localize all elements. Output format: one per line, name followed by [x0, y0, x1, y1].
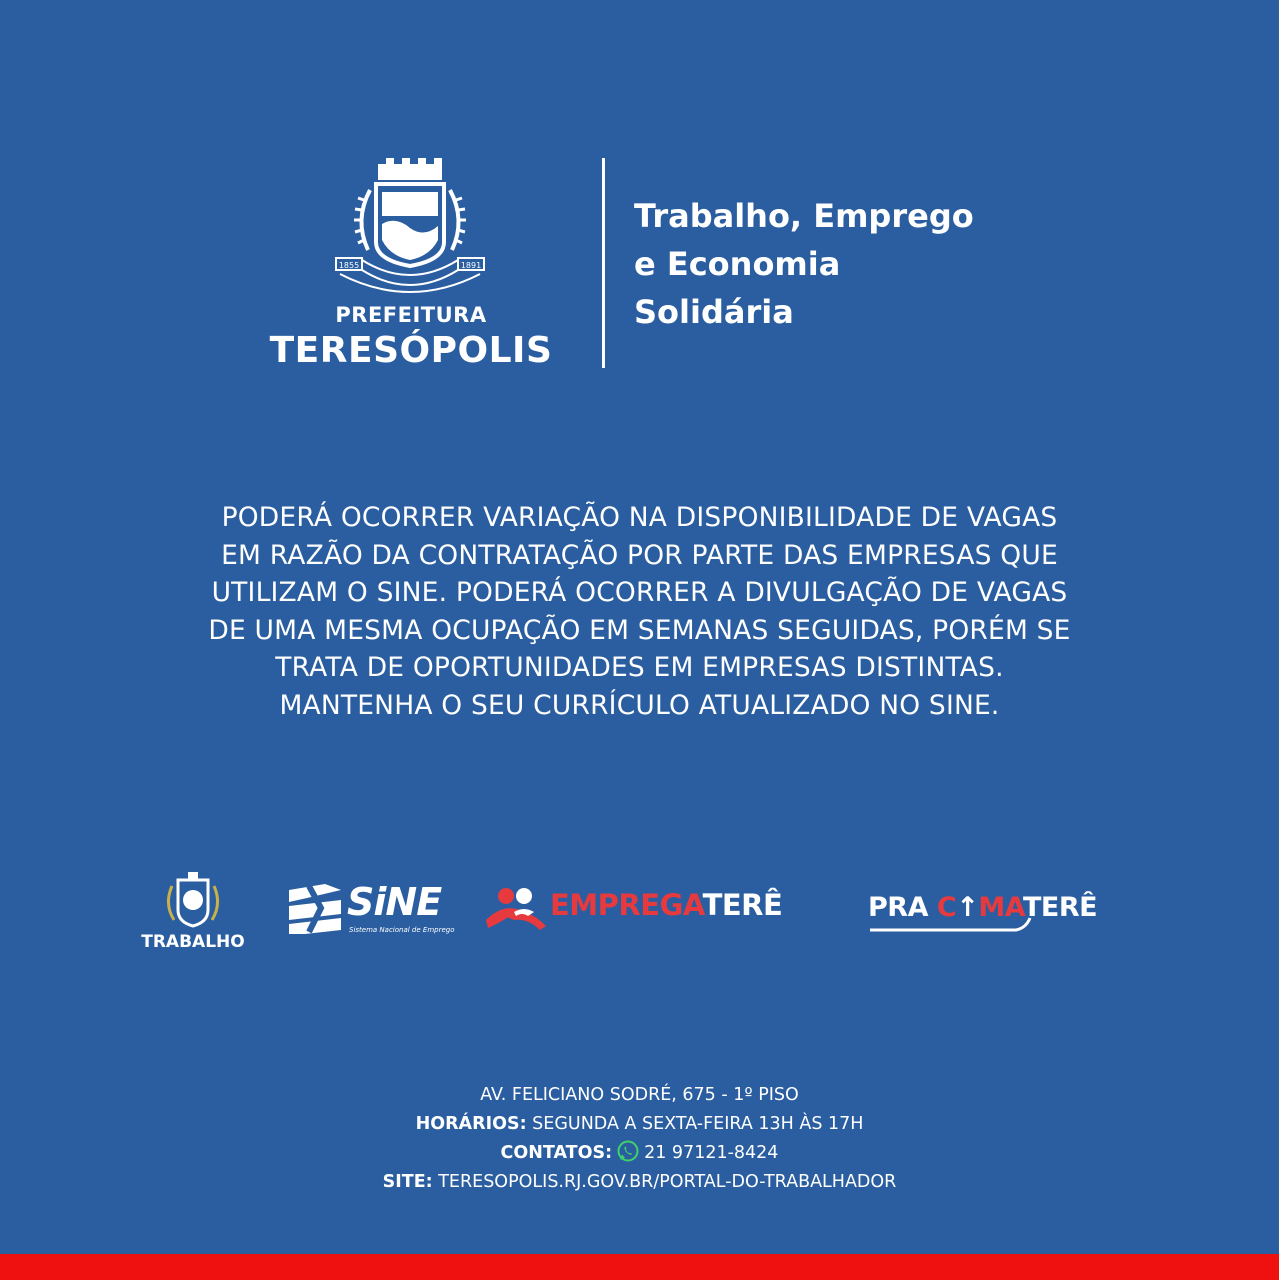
sine-mark-icon	[285, 880, 347, 936]
contacts-phone[interactable]: 21 97121-8424	[644, 1143, 779, 1163]
hours-line	[140, 1110, 1139, 1139]
secretariat-line-3: Solidária	[634, 293, 794, 331]
notice-line: PODERÁ OCORRER VARIAÇÃO NA DISPONIBILIDADE DE VAGAS	[221, 502, 1058, 533]
teresopolis-coat-of-arms	[330, 150, 490, 300]
city-name: TERESÓPOLIS	[269, 330, 553, 371]
sine-subtitle: Sistema Nacional de Emprego	[349, 926, 455, 934]
underline-swoosh-icon	[866, 888, 1156, 940]
notice-line: TRATA DE OPORTUNIDADES EM EMPRESAS DISTINTAS.	[275, 652, 1004, 683]
contacts-label: CONTATOS:	[500, 1143, 613, 1163]
secretariat-title	[634, 192, 1054, 336]
people-icon	[484, 882, 548, 938]
arrow-up-icon: ↑	[956, 892, 979, 923]
notice-line: DE UMA MESMA OCUPAÇÃO EM SEMANAS SEGUIDAS, PORÉM SE	[208, 614, 1071, 646]
notice-line: UTILIZAM O SINE. PODERÁ OCORRER A DIVULGAÇÃO DE VAGAS	[211, 577, 1068, 608]
sine-logo	[285, 880, 455, 940]
address-line	[140, 1081, 1139, 1110]
secretariat-line-1: Trabalho, Emprego	[634, 197, 974, 235]
cima-word-ma: MA	[978, 892, 1024, 923]
notice-line: MANTENHA O SEU CURRÍCULO ATUALIZADO NO SINE.	[279, 689, 1000, 721]
footer-info	[140, 1081, 1139, 1197]
tere-word: TERÊ	[702, 888, 783, 922]
tere-word: TERÊ	[1023, 892, 1098, 923]
secretariat-line-2: e Economia	[634, 245, 841, 283]
emprega-word: EMPREGA	[550, 888, 703, 922]
header-divider	[602, 158, 605, 368]
cima-word-c: C	[936, 892, 957, 923]
contacts-line	[140, 1139, 1139, 1168]
crest-year-right: 1891	[460, 261, 482, 270]
crest-year-left: 1855	[338, 261, 360, 270]
state-coat-of-arms-icon	[128, 868, 258, 930]
hours-value: SEGUNDA A SEXTA-FEIRA 13H ÀS 17H	[532, 1114, 864, 1134]
trabalho-logo	[128, 868, 258, 953]
notice-text	[70, 499, 1209, 724]
notice-line: EM RAZÃO DA CONTRATAÇÃO POR PARTE DAS EMPRESAS QUE	[221, 539, 1058, 571]
whatsapp-icon[interactable]	[616, 1139, 640, 1163]
sine-name: SiNE	[347, 880, 442, 924]
trabalho-label: TRABALHO	[141, 932, 245, 952]
emprega-tere-wordmark	[550, 888, 782, 922]
prefeitura-label: PREFEITURA	[335, 303, 487, 327]
site-line	[140, 1168, 1139, 1197]
bottom-red-bar	[0, 1254, 1279, 1280]
site-url-link[interactable]: TERESOPOLIS.RJ.GOV.BR/PORTAL-DO-TRABALHADOR	[438, 1172, 897, 1192]
pra-cima-tere-logo	[866, 888, 1156, 940]
emprega-tere-logo	[484, 882, 844, 942]
address-text: AV. FELICIANO SODRÉ, 675 - 1º PISO	[480, 1085, 799, 1105]
site-label: SITE:	[382, 1172, 433, 1192]
pra-word: PRA	[868, 892, 928, 923]
hours-label: HORÁRIOS:	[415, 1114, 527, 1134]
